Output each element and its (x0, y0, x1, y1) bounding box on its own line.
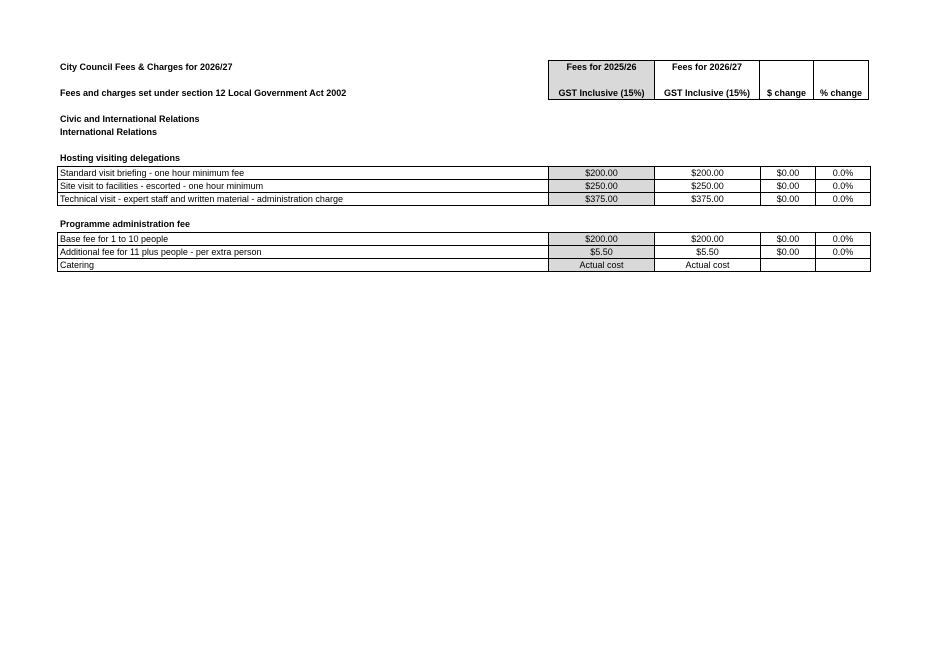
percent-change: 0.0% (816, 246, 871, 259)
fee-2026-27: $200.00 (655, 167, 761, 180)
column-header-fees-2026-27-line1: Fees for 2026/27 (671, 62, 743, 72)
section-title-hosting: Hosting visiting delegations (60, 153, 181, 163)
fee-description: Catering (58, 259, 549, 272)
fee-description: Site visit to facilities - escorted - one hour minimum (58, 180, 549, 193)
column-header-fees-2025-26 (548, 60, 655, 100)
document-title: City Council Fees & Charges for 2026/27 (60, 62, 233, 72)
dollar-change: $0.00 (761, 193, 816, 206)
fee-description: Technical visit - expert staff and written material - administration charge (58, 193, 549, 206)
fee-2025-26: $200.00 (549, 233, 655, 246)
fee-2026-27: $5.50 (655, 246, 761, 259)
fee-2025-26: Actual cost (549, 259, 655, 272)
table-row (58, 259, 871, 272)
department-heading: Civic and International Relations (60, 114, 200, 124)
fee-2026-27: $200.00 (655, 233, 761, 246)
column-header-dollar-change (759, 60, 814, 100)
fee-2026-27: $250.00 (655, 180, 761, 193)
percent-change (816, 259, 871, 272)
percent-change: 0.0% (816, 193, 871, 206)
fee-2025-26: $250.00 (549, 180, 655, 193)
fees-table-hosting (57, 166, 871, 206)
dollar-change: $0.00 (761, 233, 816, 246)
fee-description: Base fee for 1 to 10 people (58, 233, 549, 246)
column-header-percent-change-label: % change (819, 88, 862, 98)
percent-change: 0.0% (816, 180, 871, 193)
table-row (58, 193, 871, 206)
dollar-change (761, 259, 816, 272)
dollar-change: $0.00 (761, 180, 816, 193)
column-header-percent-change (813, 60, 869, 100)
dollar-change: $0.00 (761, 167, 816, 180)
column-header-fees-2025-26-line2: GST Inclusive (15%) (558, 88, 645, 98)
unit-heading: International Relations (60, 127, 158, 137)
fee-2025-26: $5.50 (549, 246, 655, 259)
table-row (58, 246, 871, 259)
document-subtitle: Fees and charges set under section 12 Local Government Act 2002 (60, 88, 347, 98)
fees-table-programme-admin (57, 232, 871, 272)
fee-description: Standard visit briefing - one hour minimum fee (58, 167, 549, 180)
percent-change: 0.0% (816, 167, 871, 180)
fee-2025-26: $200.00 (549, 167, 655, 180)
column-header-fees-2025-26-line1: Fees for 2025/26 (566, 62, 637, 72)
section-title-programme-admin: Programme administration fee (60, 219, 191, 229)
fee-description: Additional fee for 11 plus people - per extra person (58, 246, 549, 259)
column-header-fees-2026-27 (654, 60, 760, 100)
table-row (58, 180, 871, 193)
table-row (58, 233, 871, 246)
fee-2026-27: $375.00 (655, 193, 761, 206)
fee-2026-27: Actual cost (655, 259, 761, 272)
dollar-change: $0.00 (761, 246, 816, 259)
column-header-dollar-change-label: $ change (766, 88, 806, 98)
percent-change: 0.0% (816, 233, 871, 246)
column-header-fees-2026-27-line2: GST Inclusive (15%) (663, 88, 751, 98)
fee-2025-26: $375.00 (549, 193, 655, 206)
table-row (58, 167, 871, 180)
